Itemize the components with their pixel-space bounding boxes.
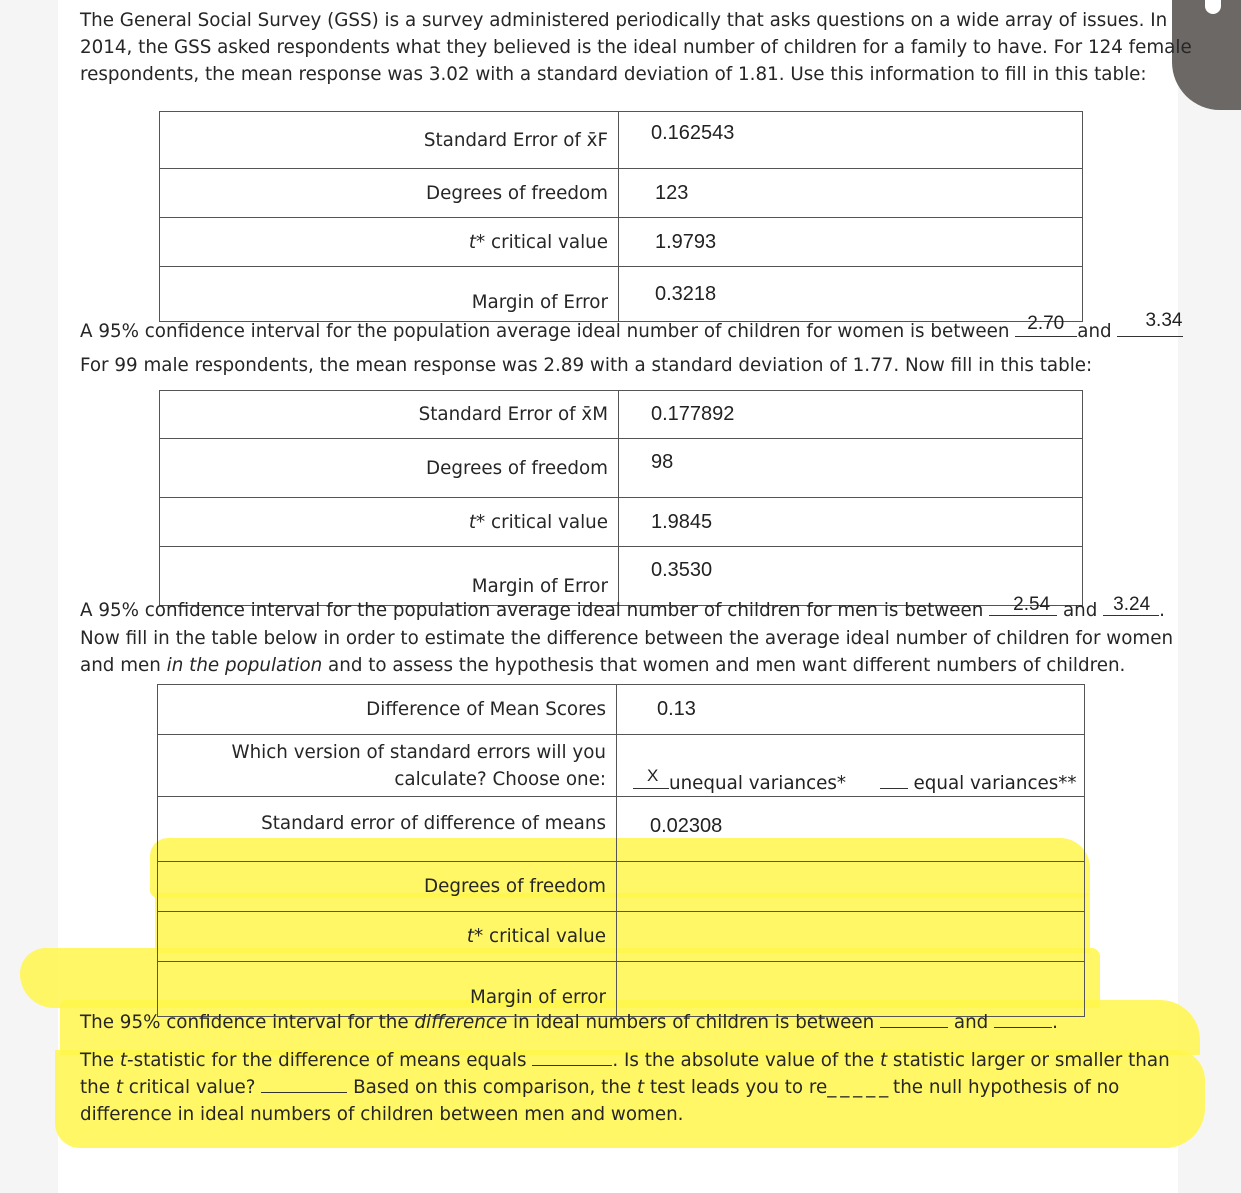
diff-label: Difference of Mean Scores bbox=[158, 685, 617, 735]
tstat-1c: . Is the absolute value of the bbox=[612, 1050, 880, 1071]
intro-line-1: The General Social Survey (GSS) is a survey administered periodically that asks questions on a wide array of issues. In bbox=[80, 10, 1168, 31]
moe-female-value[interactable]: 0.3218 bbox=[619, 267, 1083, 322]
df-male-label: Degrees of freedom bbox=[160, 439, 619, 498]
tstat-line-1 bbox=[80, 1047, 1170, 1074]
se-female-value[interactable]: 0.162543 bbox=[619, 112, 1083, 169]
male-ci-lower-blank[interactable] bbox=[989, 594, 1057, 616]
table-row bbox=[160, 498, 1083, 547]
tstat-2e: the null hypothesis of no bbox=[887, 1077, 1120, 1098]
se-male-value[interactable]: 0.177892 bbox=[619, 391, 1083, 439]
tstat-1t: t bbox=[119, 1050, 127, 1071]
diff-value[interactable]: 0.13 bbox=[617, 685, 1085, 735]
diff-intro-line-2 bbox=[80, 652, 1125, 679]
moe-male-value[interactable]: 0.3530 bbox=[619, 547, 1083, 606]
female-ci-upper: 3.34 bbox=[1145, 310, 1183, 331]
table-row bbox=[160, 439, 1083, 498]
diff-ci-a: The 95% confidence interval for the bbox=[80, 1012, 415, 1033]
female-ci-and: and bbox=[1077, 321, 1112, 342]
equal-checkbox[interactable] bbox=[880, 770, 908, 789]
df-diff-value[interactable] bbox=[617, 862, 1085, 912]
male-ci-lower: 2.54 bbox=[1013, 594, 1051, 615]
version-label bbox=[158, 735, 617, 797]
table-row bbox=[160, 391, 1083, 439]
intro-line-2: 2014, the GSS asked respondents what they believed is the ideal number of children for a family to have. For 124 female bbox=[80, 37, 1192, 58]
se-diff-value[interactable]: 0.02308 bbox=[617, 797, 1085, 862]
tstat-line-3: difference in ideal numbers of children between men and women. bbox=[80, 1104, 684, 1125]
table-row bbox=[160, 267, 1083, 322]
diff-intro-line-1: Now fill in the table below in order to estimate the difference between the average ideal number of children for women bbox=[80, 628, 1174, 649]
tstat-line-2 bbox=[80, 1074, 1119, 1101]
tstat-1b: -statistic for the difference of means equals bbox=[126, 1050, 527, 1071]
t-female-label: t* critical value bbox=[160, 218, 619, 267]
unequal-checkbox[interactable] bbox=[633, 766, 669, 789]
moe-male-label: Margin of Error bbox=[160, 547, 619, 606]
diff-ci-lower-blank[interactable] bbox=[880, 1009, 948, 1028]
tstat-1a: The bbox=[80, 1050, 120, 1071]
male-ci-and: and bbox=[1062, 600, 1098, 621]
tstat-2t: t bbox=[115, 1077, 123, 1098]
df-female-label: Degrees of freedom bbox=[160, 169, 619, 218]
table-row bbox=[158, 912, 1085, 962]
df-female-value[interactable]: 123 bbox=[619, 169, 1083, 218]
df-diff-label: Degrees of freedom bbox=[158, 862, 617, 912]
t-diff-label: t* critical value bbox=[158, 912, 617, 962]
moe-diff-label: Margin of error bbox=[158, 962, 617, 1017]
female-ci-lower-blank[interactable] bbox=[1015, 313, 1077, 337]
male-ci-sentence bbox=[80, 594, 1165, 624]
female-table bbox=[159, 111, 1083, 322]
diff-ci-and: and bbox=[953, 1012, 989, 1033]
unequal-mark: X bbox=[647, 766, 659, 785]
difference-table bbox=[157, 684, 1085, 1017]
tstat-2t2: t bbox=[636, 1077, 645, 1098]
diff-ci-sentence bbox=[80, 1009, 1058, 1036]
male-table bbox=[159, 390, 1083, 606]
diff-ci-end: . bbox=[1052, 1012, 1058, 1033]
tstat-2d: test leads you to re bbox=[644, 1077, 828, 1098]
male-ci-upper: 3.24 bbox=[1113, 594, 1151, 615]
tstat-2b: critical value? bbox=[123, 1077, 256, 1098]
tstat-1t2: t bbox=[879, 1050, 888, 1071]
moe-female-label: Margin of Error bbox=[160, 267, 619, 322]
female-ci-sentence bbox=[80, 310, 1183, 345]
se-male-label: Standard Error of x̄M bbox=[160, 391, 619, 439]
female-ci-lower: 2.70 bbox=[1027, 313, 1065, 334]
version-label-line-2: calculate? Choose one: bbox=[394, 768, 606, 790]
se-diff-label: Standard error of difference of means bbox=[158, 797, 617, 862]
t-male-label: t* critical value bbox=[160, 498, 619, 547]
reject-blank[interactable]: _ _ _ _ _ bbox=[827, 1077, 888, 1098]
t-female-value[interactable]: 1.9793 bbox=[619, 218, 1083, 267]
male-ci-end: . bbox=[1159, 600, 1165, 621]
version-choices bbox=[617, 735, 1085, 797]
t-diff-value[interactable] bbox=[617, 912, 1085, 962]
diff-intro-2em: in the population bbox=[166, 655, 323, 676]
tstat-2c: Based on this comparison, the bbox=[353, 1077, 637, 1098]
tstat-2a: the bbox=[80, 1077, 116, 1098]
table-row bbox=[160, 112, 1083, 169]
df-male-value[interactable]: 98 bbox=[619, 439, 1083, 498]
table-row bbox=[160, 169, 1083, 218]
tstat-value-blank[interactable] bbox=[532, 1047, 612, 1066]
diff-intro-2a: and men bbox=[80, 655, 167, 676]
larger-smaller-blank[interactable] bbox=[261, 1074, 347, 1093]
diff-ci-upper-blank[interactable] bbox=[994, 1009, 1052, 1028]
t-male-value[interactable]: 1.9845 bbox=[619, 498, 1083, 547]
unequal-label: unequal variances* bbox=[669, 773, 847, 794]
table-row bbox=[158, 797, 1085, 862]
table-row bbox=[160, 218, 1083, 267]
table-row bbox=[158, 685, 1085, 735]
table-row bbox=[158, 862, 1085, 912]
male-intro: For 99 male respondents, the mean response was 2.89 with a standard deviation of 1.77. Now fill in this table: bbox=[80, 355, 1093, 376]
tstat-1d: statistic larger or smaller than bbox=[887, 1050, 1170, 1071]
female-ci-upper-blank[interactable] bbox=[1117, 310, 1183, 337]
intro-line-3: respondents, the mean response was 3.02 with a standard deviation of 1.81. Use this information to fill in this table: bbox=[80, 64, 1147, 85]
diff-ci-b: in ideal numbers of children is between bbox=[507, 1012, 875, 1033]
equal-label: equal variances** bbox=[913, 773, 1077, 794]
diff-ci-em: difference bbox=[414, 1012, 508, 1033]
female-ci-text: A 95% confidence interval for the population average ideal number of children for women is between bbox=[80, 321, 1010, 342]
se-female-label: Standard Error of x̄F bbox=[160, 112, 619, 169]
diff-intro-2b: and to assess the hypothesis that women and men want different numbers of children. bbox=[322, 655, 1126, 676]
version-label-line-1: Which version of standard errors will you bbox=[231, 741, 606, 763]
table-row bbox=[158, 735, 1085, 797]
male-ci-text: A 95% confidence interval for the population average ideal number of children for men is between bbox=[80, 600, 984, 621]
male-ci-upper-blank[interactable] bbox=[1103, 594, 1159, 616]
